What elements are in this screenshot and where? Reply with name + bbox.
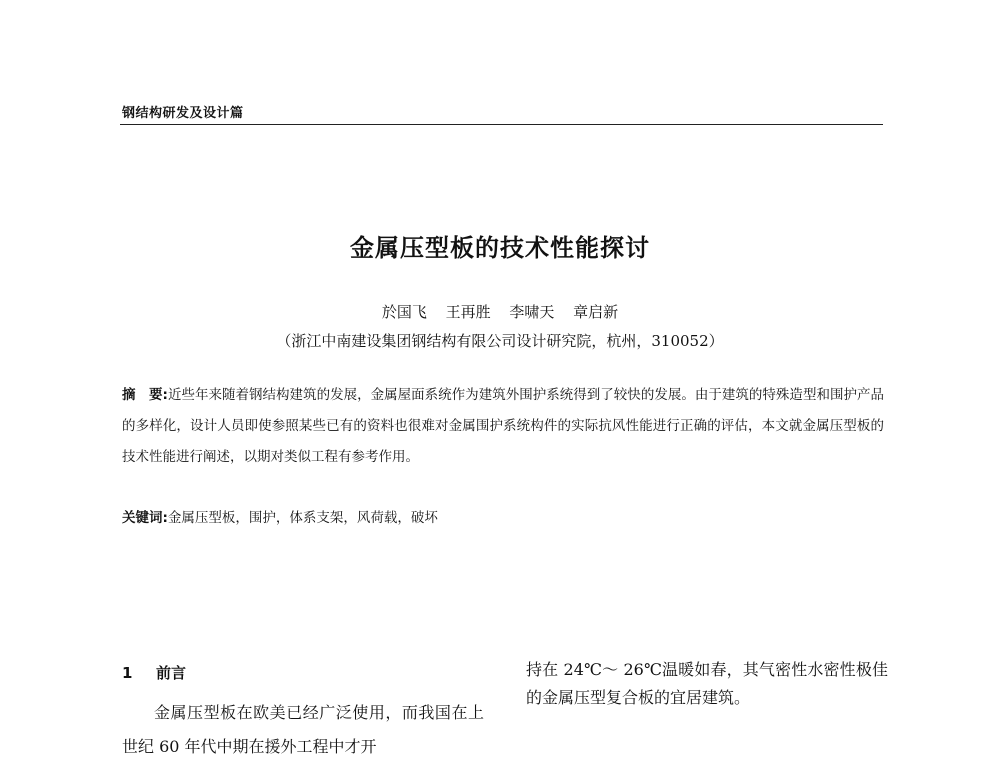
body-left-column: 金属压型板在欧美已经广泛使用，而我国在上世纪 60 年代中期在援外工程中才开 xyxy=(122,703,484,756)
abstract-text: 近些年来随着钢结构建筑的发展，金属屋面系统作为建筑外围护系统得到了较快的发展。由于建筑的特殊造型和围护产品的多样化，设计人员即使参照某些已有的资料也很难对金属围护系统构件的实际抗风性能进行正确的评估，本文就金属压型板的技术性能进行阐述，以期对类似工程有参考作用。 xyxy=(122,387,884,465)
article-title: 金属压型板的技术性能探讨 xyxy=(350,234,650,262)
running-header-section-label: 钢结构研发及设计篇 xyxy=(122,106,244,121)
section-heading xyxy=(122,662,186,683)
section-title: 前言 xyxy=(156,664,187,682)
keywords xyxy=(122,508,884,528)
keywords-label: 关键词: xyxy=(122,510,168,526)
article-authors: 於国飞 王再胜 李啸天 章启新 xyxy=(381,303,619,321)
abstract xyxy=(122,380,884,473)
body-right-column: 持在 24℃～ 26℃温暖如春，其气密性水密性极佳的金属压型复合板的宜居建筑。 xyxy=(526,660,888,707)
header-divider xyxy=(120,124,883,125)
article-affiliation: （浙江中南建设集团钢结构有限公司设计研究院，杭州，310052） xyxy=(276,332,724,350)
abstract-label: 摘 要: xyxy=(122,387,168,403)
keywords-text: 金属压型板，围护，体系支架，风荷载，破坏 xyxy=(167,510,438,526)
section-number: 1 xyxy=(122,664,133,682)
